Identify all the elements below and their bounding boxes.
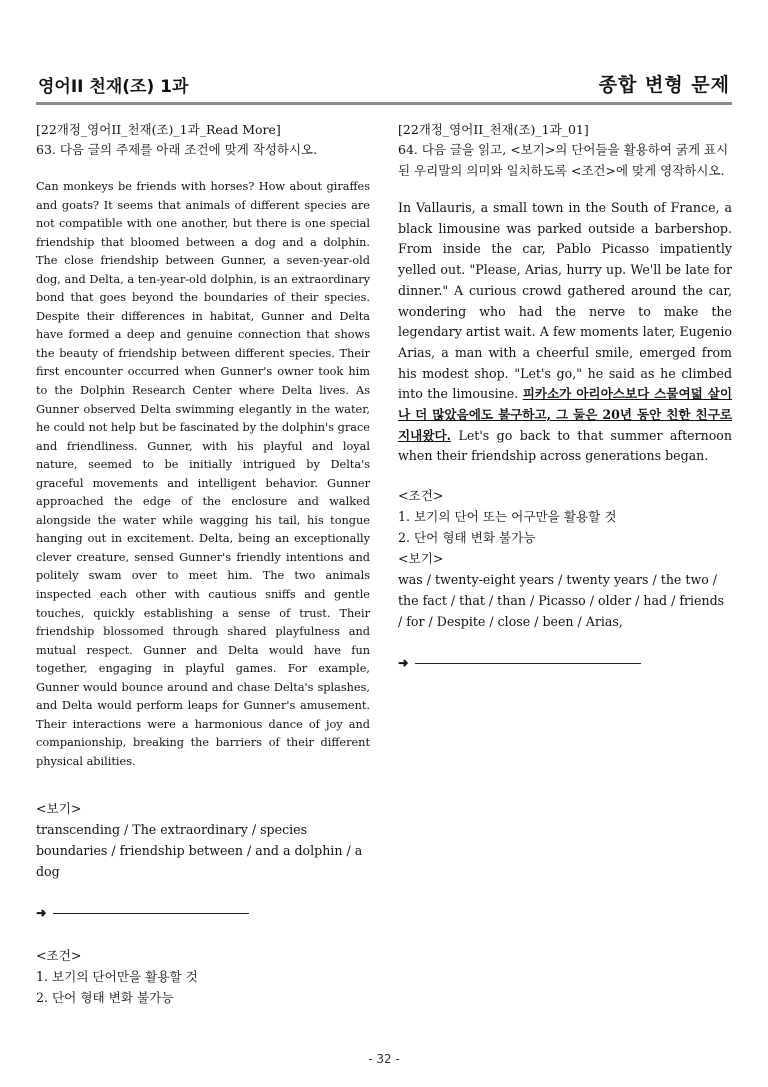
q63-bogi-label: <보기> bbox=[36, 800, 82, 816]
q64-condition-1: 1. 보기의 단어 또는 어구만을 활용할 것 bbox=[398, 509, 617, 525]
q64-condition-label: <조건> bbox=[398, 488, 444, 504]
question-64 bbox=[398, 120, 732, 673]
question-63 bbox=[36, 120, 370, 1008]
q63-bogi bbox=[36, 798, 370, 882]
q64-bogi-label: <보기> bbox=[398, 551, 444, 567]
answer-blank[interactable] bbox=[415, 663, 641, 664]
q63-condition-1: 1. 보기의 단어만을 활용할 것 bbox=[36, 968, 198, 984]
q64-source: [22개정_영어II_천재(조)_1과_01] bbox=[398, 122, 589, 137]
q64-question: 64. 다음 글을 읽고, <보기>의 단어들을 활용하여 굵게 표시된 우리말의 의미와 일치하도록 <조건>에 맞게 영작하시오. bbox=[398, 142, 729, 178]
q63-condition-label: <조건> bbox=[36, 947, 82, 963]
q64-passage-bold: 피카소가 아리아스보다 스물여덟 살이나 더 많았음에도 불구하고, 그 둘은 20년 동안 친한 친구로 지내왔다. bbox=[398, 386, 732, 443]
arrow-icon: ➜ bbox=[398, 655, 409, 671]
arrow-icon: ➜ bbox=[36, 904, 47, 920]
q63-passage: Can monkeys be friends with horses? How about giraffes and goats? It seems that animals of different species are not compatible with one another, but there is one special friendship that bloomed between a dog and a dolphin. The close friendship between Gunner, a seven-year-old dog, and Delta, a ten-year-old dolphin, is an extraordinary bond that goes beyond the boundaries of their species. Despite their differences in habitat, Gunner and Delta have formed a deep and genuine connection that shows the beauty of friendship between different species. Their first encounter occurred when Gunner's owner took him to the Dolphin Research Center where Delta lives. As Gunner observed Delta swimming elegantly in the water, he could not help but be fascinated by the dolphin's grace and friendliness. Gunner, with his playful and loyal nature, seemed to be initially intrigued by Delta's graceful movements and intelligent behavior. Gunner approached the edge of the enclosure and walked alongside the water while wagging his tail, his tongue hanging out in excitement. Delta, being an exceptionally clever creature, sensed Gunner's friendly intentions and politely swam over to meet him. The two animals inspected each other with cautious sniffs and gentle touches, quickly establishing a sense of trust. Their friendship blossomed through shared playfulness and mutual respect. Gunner and Delta would have fun together, engaging in playful games. For example, Gunner would bounce around and chase Delta's splashes, and Delta would perform leaps for Gunner's amusement. Their interactions were a harmonious dance of joy and companionship, breaking the barriers of their different physical abilities. bbox=[36, 180, 370, 768]
q63-bogi-words: transcending / The extraordinary / species boundaries / friendship between / and a dolphin / a dog bbox=[36, 821, 363, 879]
q64-conditions bbox=[398, 485, 732, 632]
q63-answer-line[interactable] bbox=[36, 902, 370, 923]
answer-blank[interactable] bbox=[53, 913, 249, 914]
header-subtitle: 종합 변형 문제 bbox=[598, 74, 730, 96]
page-header bbox=[36, 72, 732, 102]
q63-question: 63. 다음 글의 주제를 아래 조건에 맞게 작성하시오. bbox=[36, 142, 318, 157]
header-divider bbox=[36, 102, 732, 105]
q64-bogi-words: was / twenty-eight years / twenty years / the two / the fact / that / than / Picasso / older / had / friends / for / Despite / close / been / Arias, bbox=[398, 572, 725, 630]
header-title: 영어II 천재(조) 1과 bbox=[38, 77, 189, 97]
q64-passage bbox=[398, 198, 732, 467]
q63-conditions bbox=[36, 945, 370, 1008]
q64-passage-after: Let's go back to that summer afternoon when their friendship across generations began. bbox=[398, 427, 732, 464]
q64-answer-line[interactable] bbox=[398, 652, 732, 673]
q64-condition-2: 2. 단어 형태 변화 불가능 bbox=[398, 530, 536, 546]
q63-source: [22개정_영어II_천재(조)_1과_Read More] bbox=[36, 122, 281, 137]
q63-condition-2: 2. 단어 형태 변화 불가능 bbox=[36, 989, 174, 1005]
page-number: - 32 - bbox=[368, 1052, 400, 1066]
q64-passage-before: In Vallauris, a small town in the South of France, a black limousine was parked outside a barbershop. From inside the car, Pablo Picasso impatiently yelled out. "Please, Arias, hurry up. We'll be late for dinner." A curious crowd gathered around the car, wondering who had the nerve to make the legendary artist wait. A few moments later, Eugenio Arias, a man with a cheerful smile, emerged from his modest shop. "Let's go," he said as he climbed into the limousine. bbox=[398, 200, 732, 402]
